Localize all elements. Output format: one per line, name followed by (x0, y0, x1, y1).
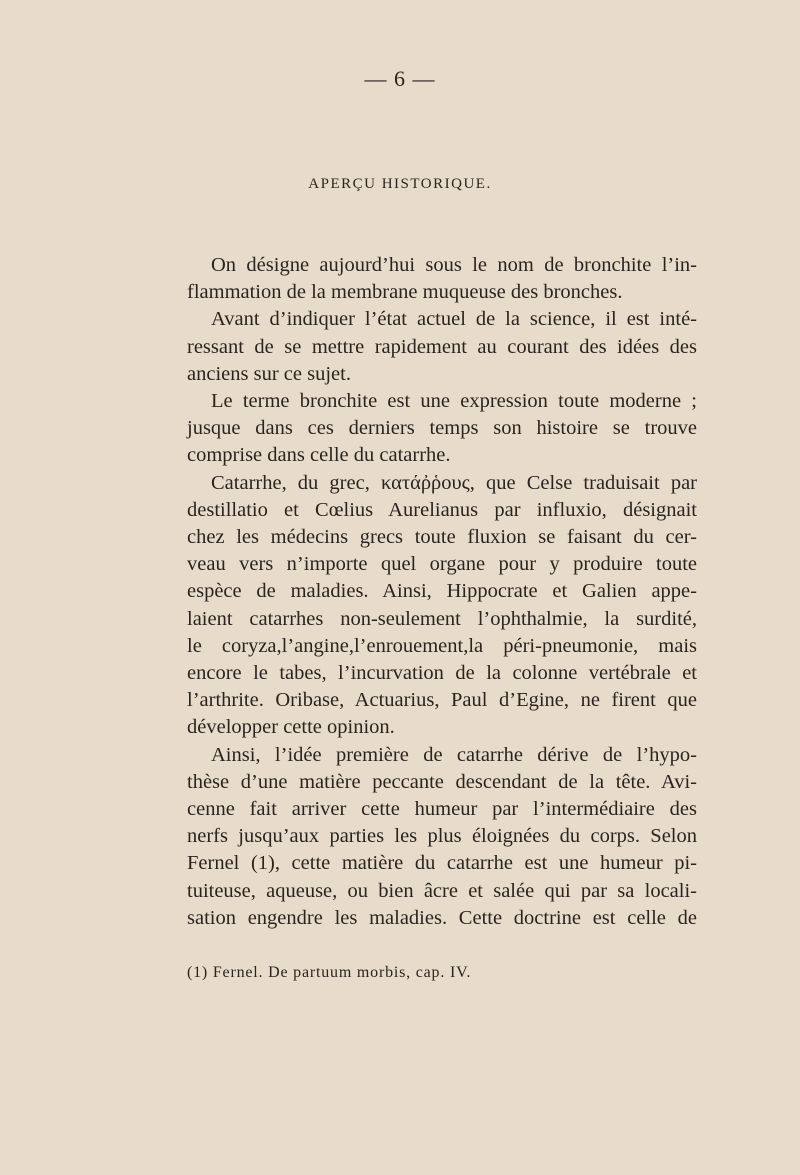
text-line: anciens sur ce sujet. (187, 362, 351, 385)
text-line: thèse d’une matière peccante descendant de la tête. Avi- (187, 770, 697, 793)
text-line: nerfs jusqu’aux parties les plus éloignées du corps. Selon (187, 825, 697, 848)
text-line: l’arthrite. Oribase, Actuarius, Paul d’Egine, ne firent que (187, 689, 697, 712)
text-line: encore le tabes, l’incurvation de la colonne vertébrale et (187, 662, 697, 685)
text-line: espèce de maladies. Ainsi, Hippocrate et Galien appe- (187, 580, 697, 603)
footnote: (1) Fernel. De partuum morbis, cap. IV. (187, 964, 472, 981)
text-line: laient catarrhes non-seulement l’ophthalmie, la surdité, (187, 607, 697, 630)
text-line: veau vers n’importe quel organe pour y produire toute (187, 553, 697, 576)
text-line: destillatio et Cœlius Aurelianus par influxio, désignait (187, 498, 697, 521)
body-text (187, 252, 697, 932)
text-line: Fernel (1), cette matière du catarrhe est une humeur pi- (187, 852, 697, 875)
text-line: développer cette opinion. (187, 716, 395, 739)
text-line: Ainsi, l’idée première de catarrhe dérive de l’hypo- (211, 743, 697, 766)
text-line: cenne fait arriver cette humeur par l’intermédiaire des (187, 798, 697, 821)
page-number: — 6 — (364, 66, 436, 91)
text-line: tuiteuse, aqueuse, ou bien âcre et salée qui par sa locali- (187, 879, 697, 902)
text-line: Avant d’indiquer l’état actuel de la science, il est inté- (211, 308, 697, 331)
text-line: le coryza,l’angine,l’enrouement,la péri-pneumonie, mais (187, 634, 697, 657)
text-line: jusque dans ces derniers temps son histoire se trouve (187, 417, 697, 440)
text-line: On désigne aujourd’hui sous le nom de bronchite l’in- (211, 254, 697, 276)
text-line: flammation de la membrane muqueuse des bronches. (187, 281, 623, 304)
text-line: Le terme bronchite est une expression toute moderne ; (211, 390, 697, 413)
text-line: chez les médecins grecs toute fluxion se faisant du cer- (187, 526, 697, 549)
text-line: comprise dans celle du catarrhe. (187, 444, 451, 467)
text-line: Catarrhe, du grec, κατάῤῥους, que Celse traduisait par (211, 471, 697, 494)
section-heading: APERÇU HISTORIQUE. (308, 176, 492, 192)
text-line: sation engendre les maladies. Cette doctrine est celle de (187, 906, 697, 929)
text-line: ressant de se mettre rapidement au courant des idées des (187, 335, 697, 358)
